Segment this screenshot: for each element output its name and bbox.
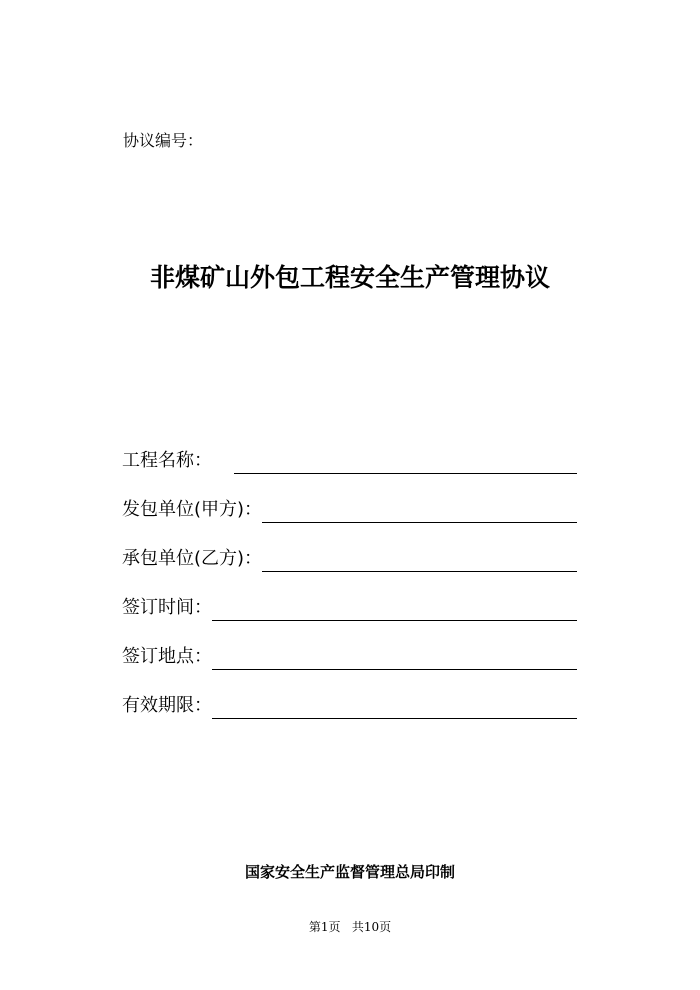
signing-place-blank (212, 642, 577, 670)
field-employer (122, 479, 577, 528)
field-label: 有效期限： (122, 695, 212, 716)
contractor-blank (262, 544, 577, 572)
field-label: 工程名称： (122, 450, 212, 471)
field-validity-period (122, 675, 577, 724)
field-label: 签订时间： (122, 597, 212, 618)
validity-period-blank (212, 691, 577, 719)
field-signing-date (122, 577, 577, 626)
agreement-number-label: 协议编号： (123, 131, 204, 150)
issuer-line: 国家安全生产监督管理总局印制 (244, 863, 455, 881)
field-project-name (122, 430, 577, 479)
employer-blank (262, 495, 577, 523)
field-contractor (122, 528, 577, 577)
project-name-blank (234, 446, 577, 474)
field-signing-place (122, 626, 577, 675)
agreement-info-form (122, 430, 577, 724)
signing-date-blank (212, 593, 577, 621)
page-number: 第1页 共10页 (308, 920, 392, 934)
document-title: 非煤矿山外包工程安全生产管理协议 (149, 263, 550, 292)
field-label: 发包单位(甲方)： (122, 499, 263, 520)
field-label: 承包单位(乙方)： (122, 548, 263, 569)
field-label: 签订地点： (122, 646, 212, 667)
